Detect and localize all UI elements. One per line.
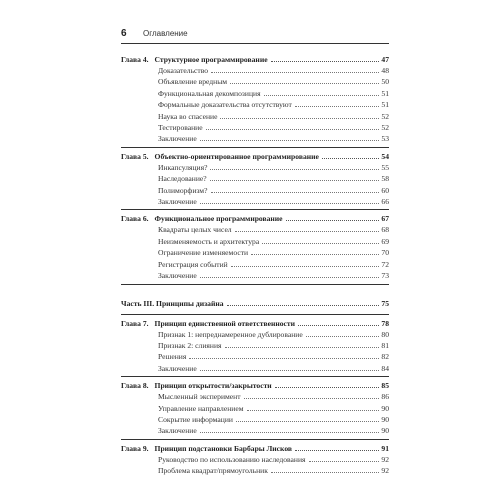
dot-leader (271, 61, 380, 62)
toc-section (121, 270, 389, 281)
page-ref: 90 (381, 426, 389, 436)
section-title: Заключение (158, 426, 197, 436)
page-ref: 68 (381, 225, 389, 235)
dot-leader (211, 192, 380, 193)
section-title: Признак 2: слияния (158, 340, 222, 350)
page-ref: 92 (381, 454, 389, 464)
chapter-title: Принцип открытости/закрытости (154, 381, 272, 391)
toc-section (121, 162, 389, 173)
page-ref: 51 (381, 88, 389, 98)
section-title: Тестирование (158, 123, 203, 133)
chapter-title: Структурное программирование (154, 55, 268, 64)
toc-chapter (121, 52, 389, 148)
dot-leader (322, 158, 380, 159)
part-heading (121, 298, 389, 309)
chapter-title: Принцип единственной ответственности (154, 318, 296, 328)
toc-section (121, 88, 389, 99)
page-ref: 80 (381, 329, 389, 339)
page-ref: 70 (381, 248, 389, 258)
page-ref: 55 (381, 162, 389, 172)
chapter-label: Глава 8. (121, 381, 149, 391)
dot-leader (236, 421, 379, 422)
chapter-title: Функциональное программирование (154, 214, 283, 224)
dot-leader (298, 325, 379, 326)
toc-section (121, 403, 389, 414)
page-ref: 85 (381, 381, 389, 391)
toc-part (121, 285, 389, 315)
toc-section (121, 454, 389, 465)
dot-leader (286, 220, 380, 221)
toc-chapter (121, 315, 389, 378)
toc-section (121, 236, 389, 247)
dot-leader (262, 243, 379, 244)
page-ref: 47 (381, 55, 389, 64)
toc-section (121, 65, 389, 76)
chapter-title: Принцип подстановки Барбары Лисков (154, 443, 293, 453)
dot-leader (264, 95, 380, 96)
section-title: Признак 1: непреднамеренное дублирование (158, 329, 303, 339)
dot-leader (225, 347, 380, 348)
toc-section (121, 185, 389, 196)
dot-leader (231, 266, 380, 267)
chapter-heading (121, 54, 389, 65)
table-of-contents (121, 52, 389, 479)
toc-section (121, 259, 389, 270)
dot-leader (210, 169, 379, 170)
section-title: Полиморфизм? (158, 185, 208, 195)
toc-section (121, 363, 389, 374)
page-ref: 69 (381, 236, 389, 246)
section-title: Проблема квадрат/прямоугольник (158, 466, 268, 476)
running-title: Оглавление (143, 29, 188, 38)
page-ref: 90 (381, 403, 389, 413)
page-ref: 72 (381, 259, 389, 269)
chapter-heading (121, 151, 389, 162)
section-title: Доказательство (158, 66, 209, 75)
section-title: Объявление вредным (158, 77, 228, 87)
page-ref: 51 (381, 100, 389, 110)
dot-leader (251, 254, 379, 255)
page-ref: 91 (381, 443, 389, 453)
dot-leader (235, 231, 380, 232)
section-title: Заключение (158, 363, 197, 373)
page-ref: 90 (381, 414, 389, 424)
section-title: Наследование? (158, 174, 207, 184)
dot-leader (220, 118, 379, 119)
section-title: Управление направлением (158, 403, 244, 413)
section-title: Мысленный эксперимент (158, 392, 241, 402)
page-ref: 78 (381, 318, 389, 328)
section-title: Заключение (158, 271, 197, 281)
toc-section (121, 224, 389, 235)
part-title: Часть III. Принципы дизайна (121, 298, 224, 308)
dot-leader (306, 336, 380, 337)
page-ref: 75 (381, 298, 389, 308)
section-title: Регистрация событий (158, 259, 228, 269)
dot-leader (200, 432, 380, 433)
toc-section (121, 414, 389, 425)
section-title: Сокрытие информации (158, 414, 233, 424)
chapter-label: Глава 5. (121, 151, 149, 161)
page-ref: 66 (381, 197, 389, 207)
dot-leader (200, 370, 380, 371)
page-ref: 81 (381, 340, 389, 350)
dot-leader (189, 358, 379, 359)
dot-leader (295, 450, 379, 451)
page-ref: 60 (381, 185, 389, 195)
dot-leader (227, 305, 380, 306)
section-title: Неизменяемость и архитектура (158, 236, 260, 246)
section-title: Наука во спасение (158, 111, 218, 121)
page-ref: 54 (381, 151, 389, 161)
page-ref: 86 (381, 392, 389, 402)
section-title: Квадраты целых чисел (158, 225, 232, 235)
section-title: Решения (158, 352, 187, 362)
page-ref: 58 (381, 174, 389, 184)
toc-section (121, 425, 389, 436)
chapter-heading (121, 443, 389, 454)
dot-leader (275, 387, 380, 388)
page-ref: 73 (381, 271, 389, 281)
chapter-label: Глава 6. (121, 214, 149, 224)
toc-chapter (121, 148, 389, 211)
toc-section (121, 122, 389, 133)
dot-leader (200, 140, 380, 141)
section-title: Заключение (158, 134, 197, 144)
section-title: Инкапсуляция? (158, 162, 208, 172)
page-ref: 92 (381, 466, 389, 476)
toc-section (121, 351, 389, 362)
section-title: Руководство по использованию наследования (158, 454, 306, 464)
section-title: Функциональная декомпозиция (158, 88, 261, 98)
dot-leader (206, 129, 380, 130)
page-ref: 53 (381, 134, 389, 144)
toc-section (121, 111, 389, 122)
chapter-heading (121, 318, 389, 329)
chapter-label: Глава 7. (121, 318, 149, 328)
page-ref: 67 (381, 214, 389, 224)
page-number: 6 (121, 28, 127, 39)
dot-leader (309, 461, 380, 462)
dot-leader (211, 72, 379, 73)
toc-section (121, 329, 389, 340)
chapter-label: Глава 4. (121, 55, 149, 64)
section-title: Формальные доказательства отсутствуют (158, 100, 292, 110)
header-rule (121, 43, 389, 44)
section-title: Заключение (158, 197, 197, 207)
dot-leader (244, 398, 380, 399)
page-ref: 52 (381, 111, 389, 121)
dot-leader (210, 180, 380, 181)
page-header (121, 28, 389, 42)
page-ref: 82 (381, 352, 389, 362)
toc-chapter (121, 440, 389, 479)
page-ref: 84 (381, 363, 389, 373)
dot-leader (200, 277, 380, 278)
toc-section (121, 133, 389, 144)
page-ref: 52 (381, 123, 389, 133)
dot-leader (230, 83, 379, 84)
page-ref: 50 (381, 77, 389, 87)
toc-section (121, 465, 389, 476)
toc-chapter (121, 377, 389, 440)
section-title: Ограничение изменяемости (158, 248, 249, 258)
chapter-title: Объектно-ориентированное программирование (154, 151, 319, 161)
toc-chapter (121, 210, 389, 284)
dot-leader (295, 106, 380, 107)
chapter-label: Глава 9. (121, 443, 149, 453)
chapter-heading (121, 213, 389, 224)
toc-section (121, 76, 389, 87)
toc-section (121, 99, 389, 110)
dot-leader (271, 472, 380, 473)
dot-leader (200, 203, 380, 204)
toc-section (121, 391, 389, 402)
toc-section (121, 247, 389, 258)
chapter-heading (121, 380, 389, 391)
dot-leader (247, 410, 380, 411)
page-ref: 48 (381, 66, 389, 75)
toc-section (121, 340, 389, 351)
toc-section (121, 173, 389, 184)
toc-section (121, 196, 389, 207)
